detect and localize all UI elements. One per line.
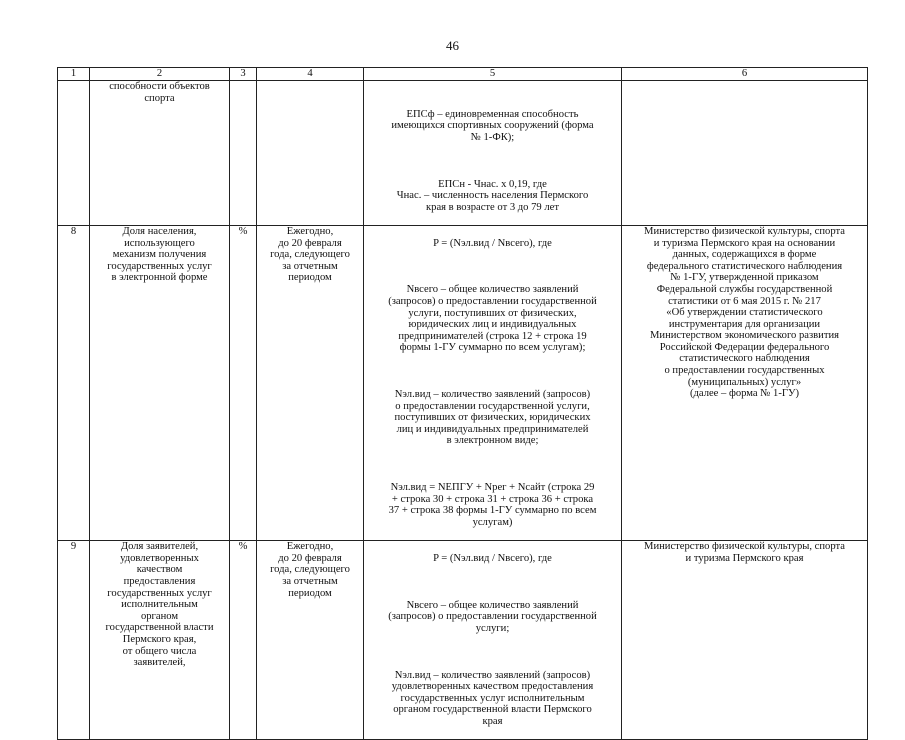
indicator-name-cell: Доля заявителей, удовлетворенных качеством предоставления государственных услуг исполнительным органом государственной власти Пермского края, от общего числа заявителей,	[90, 541, 230, 740]
formula-paragraph: ЕПСф – единовременная способность имеющихся спортивных сооружений (форма № 1-ФК);	[391, 108, 594, 143]
formula-cell	[364, 81, 622, 226]
row-number-cell	[58, 81, 90, 226]
formula-paragraph: ЕПСн - Чнас. х 0,19, где Чнас. – численность населения Пермского края в возрасте от 3 до 79 лет	[396, 178, 589, 213]
formula-paragraph: Nэл.вид – количество заявлений (запросов) удовлетворенных качеством предоставления государственных услуг исполнительным органом государственной власти Пермского края	[391, 669, 594, 727]
paragraph-gap	[365, 646, 620, 658]
formula-paragraph: Nэл.вид – количество заявлений (запросов) о предоставлении государственной услуги, поступивших от физических, юридических лиц и индивидуальных предпринимателей в электронном виде;	[394, 389, 591, 447]
unit-cell: %	[230, 225, 257, 540]
period-cell: Ежегодно, до 20 февраля года, следующего за отчетным периодом	[257, 541, 364, 740]
row-number-cell: 9	[58, 541, 90, 740]
column-header: 2	[90, 68, 230, 81]
column-header: 3	[230, 68, 257, 81]
source-cell	[622, 81, 868, 226]
unit-cell: %	[230, 541, 257, 740]
paragraph-gap	[365, 459, 620, 471]
formula-paragraph: Nэл.вид = NЕПГУ + Nрег + Nсайт (строка 29 + строка 30 + строка 31 + строка 36 + строка 37 + строка 38 формы 1-ГУ суммарно по всем услугам)	[388, 482, 597, 528]
page-number: 46	[446, 38, 459, 53]
indicator-name-cell: способности объектов спорта	[90, 81, 230, 226]
period-cell	[257, 81, 364, 226]
column-header: 1	[58, 68, 90, 81]
paragraph-gap	[365, 155, 620, 167]
source-cell: Министерство физической культуры, спорта и туризма Пермского края	[622, 541, 868, 740]
column-header: 4	[257, 68, 364, 81]
paragraph-gap	[365, 576, 620, 588]
indicators-table	[57, 67, 868, 740]
paragraph-gap	[365, 261, 620, 273]
formula-cell	[364, 541, 622, 740]
formula-paragraph: P = (Nэл.вид / Nвсего), где	[433, 237, 552, 249]
indicator-name-cell: Доля населения, использующего механизм получения государственных услуг в электронной форме	[90, 225, 230, 540]
unit-cell	[230, 81, 257, 226]
source-cell: Министерство физической культуры, спорта и туризма Пермского края на основании данных, содержащихся в форме федерального статистического наблюдения № 1-ГУ, утвержденной приказом Федеральной службы государственной статистики от 6 мая 2015 г. № 217 «Об утверждении статистического инструментария для организации Министерством экономического развития Российской Федерации федерального статистического наблюдения о предоставлении государственных (муниципальных) услуг» (далее – форма № 1-ГУ)	[622, 225, 868, 540]
table-row-continuation	[58, 81, 868, 226]
row-number-cell: 8	[58, 225, 90, 540]
table-row	[58, 541, 868, 740]
period-cell: Ежегодно, до 20 февраля года, следующего за отчетным периодом	[257, 225, 364, 540]
column-header: 5	[364, 68, 622, 81]
column-header: 6	[622, 68, 868, 81]
formula-paragraph: Nвсего – общее количество заявлений (запросов) о предоставлении государственной услуги;	[388, 599, 597, 634]
table-row	[58, 225, 868, 540]
table-header-row	[58, 68, 868, 81]
paragraph-gap	[365, 365, 620, 377]
formula-paragraph: Nвсего – общее количество заявлений (запросов) о предоставлении государственной услуги, поступивших от физических, юридических лиц и индивидуальных предпринимателей (строка 12 + строка 19 формы 1-ГУ суммарно по всем услугам);	[388, 284, 597, 354]
formula-paragraph: P = (Nэл.вид / Nвсего), где	[433, 552, 552, 564]
formula-cell	[364, 225, 622, 540]
